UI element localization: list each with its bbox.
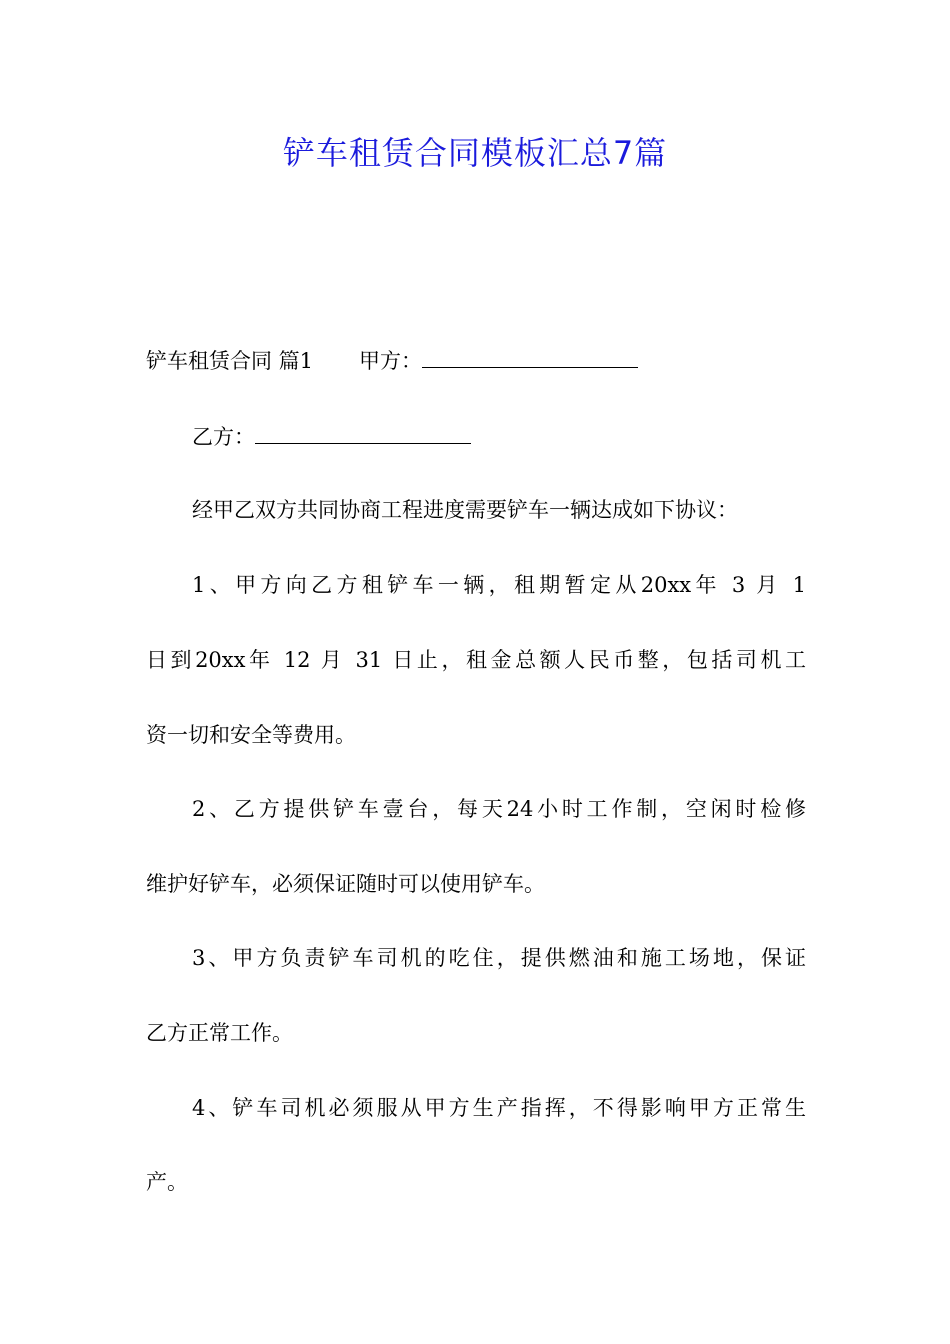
clause-1-line-1: 1、甲方向乙方租铲车一辆，租期暂定从20xx年 3 月 1 — [192, 573, 806, 597]
party-b-row — [192, 421, 471, 452]
clause-2-line-2: 维护好铲车，必须保证随时可以使用铲车。 — [146, 872, 545, 896]
party-a-label: 甲方： — [359, 349, 423, 373]
section-heading-row — [146, 345, 638, 376]
clause-2-line-1: 2、乙方提供铲车壹台，每天24小时工作制，空闲时检修 — [192, 797, 806, 821]
section-heading: 铲车租赁合同 篇1 — [146, 349, 314, 373]
clause-3-line-2: 乙方正常工作。 — [146, 1021, 293, 1045]
clause-4-line-2: 产。 — [146, 1170, 188, 1194]
clause-1-line-3: 资一切和安全等费用。 — [146, 723, 356, 747]
party-b-blank — [255, 421, 471, 444]
party-b-label: 乙方： — [192, 425, 255, 449]
clause-4-line-1: 4、铲车司机必须服从甲方生产指挥，不得影响甲方正常生 — [192, 1096, 806, 1120]
document-title: 铲车租赁合同模板汇总7篇 — [282, 134, 668, 172]
clause-3-line-1: 3、甲方负责铲车司机的吃住，提供燃油和施工场地，保证 — [192, 946, 806, 970]
intro-paragraph: 经甲乙双方共同协商工程进度需要铲车一辆达成如下协议： — [192, 498, 738, 522]
clause-1-line-2: 日到20xx年 12 月 31 日止，租金总额人民币整，包括司机工 — [146, 648, 806, 672]
party-a-blank — [422, 345, 638, 368]
